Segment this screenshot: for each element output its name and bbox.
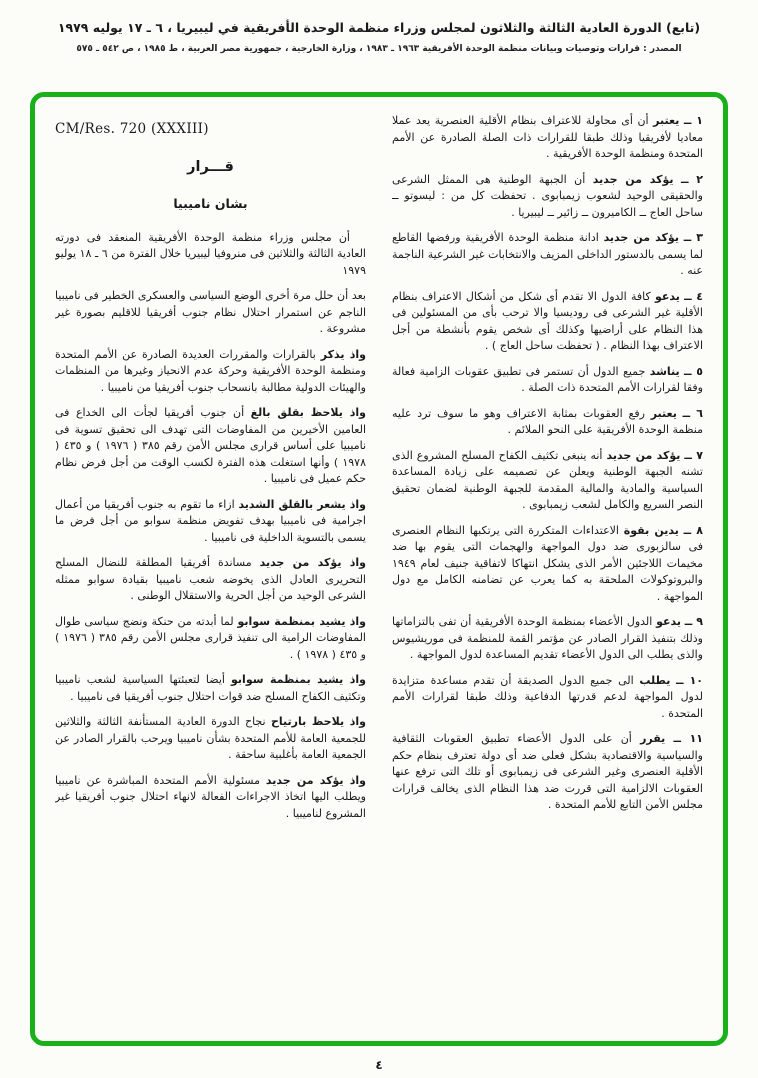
resolution-paragraph — [55, 555, 366, 605]
item-lead: يناشد — [649, 364, 680, 378]
paragraph-text: مسئولية الأمم المتحدة المباشرة عن ناميبيا ويطلب اليها اتخاذ الاجراءات الفعالة لانهاء احتلال جنوب أفريقيا غير المشروع لناميبيا . — [55, 773, 366, 820]
paragraph-text: لما أبدته من حنكة ونضج سياسى طوال المفاوضات الرامية الى تنفيذ قرارى مجلس الأمن رقم ٣٨٥ ( ١٩٧٦ ) و ٤٣٥ ( ١٩٧٨ ) . — [55, 614, 366, 661]
item-number: ٥ ــ — [684, 364, 703, 378]
item-text: كافة الدول الا تقدم أى شكل من أشكال الاعتراف بنظام الأقلية غير الشرعى فى روديسيا والا ترحب بأى من المسئولين فى هذا النظام على أراضيها وكذلك أى شخص يقوم بأنشطة من أجل الاعتراف بهذا النظام . ( تحفظت ساحل العاج ) . — [392, 289, 703, 352]
numbered-item — [392, 731, 703, 814]
two-column-layout — [55, 113, 703, 1029]
paragraph-lead: واذ يؤكد من جديد — [265, 773, 366, 787]
item-number: ٨ ــ — [683, 523, 703, 537]
paragraph-lead: واذ يشيد بمنظمة سوابو — [231, 673, 366, 687]
paragraph-lead: واذ يؤكد من جديد — [259, 556, 366, 570]
item-text: أن أى محاولة للاعتراف بنظام الأقلية العنصرية يعد عملا معاديا لأفريقيا وذلك طبقا للقرارات ذات الصلة الصادرة عن الأمم المتحدة ومنظمة الوحدة الأفريقية . — [392, 114, 703, 160]
item-lead: يدين بقوة — [623, 523, 679, 537]
paragraph-text: مساندة أفريقيا المطلقة للنضال المسلح التحريرى العادل الذى يخوضه شعب ناميبيا بقيادة سوابو ممثله الشرعى الوحيد من أجل الحرية والاستقلال الوطنى . — [55, 556, 366, 603]
paragraph-lead: واذ يلاحظ بقلق بالغ — [250, 406, 366, 420]
item-number: ١٠ ــ — [676, 673, 703, 687]
numbered-item — [392, 364, 703, 397]
item-number: ١١ ــ — [673, 732, 703, 745]
item-lead: يعتبر — [650, 406, 677, 420]
header-session-title: (تابع) الدورة العادية الثالثة والثلاثون لمجلس وزراء منظمة الوحدة الأفريقية في ليبيريا ، ٦ ـ ١٧ يوليه ١٩٧٩ — [57, 20, 701, 35]
numbered-item — [392, 406, 703, 439]
numbered-item — [392, 289, 703, 355]
item-text: رفع العقوبات بمثابة الاعتراف وهو ما سوف ترد عليه منظمة الوحدة الأفريقية على النحو الملائم . — [392, 406, 703, 436]
item-number: ١ ــ — [683, 114, 703, 127]
item-number: ٢ ــ — [681, 172, 703, 186]
item-lead: يؤكد من جديد — [603, 231, 679, 244]
numbered-item — [392, 230, 703, 280]
numbered-item — [392, 523, 703, 606]
paragraph-text: أيضا لتعبئتها السياسية لشعب ناميبيا وتكثيف الكفاح المسلح ضد قوات احتلال جنوب أفريقيا فى ناميبيا . — [55, 673, 366, 703]
page-header — [0, 0, 758, 54]
item-lead: يقرر — [640, 732, 666, 745]
numbered-item — [392, 673, 703, 723]
paragraph-text: نجاح الدورة العادية المستأنفة الثالثة والثلاثين للجمعية العامة للأمم المتحدة بشأن ناميبيا ويرحب بالقرار الصادر عن الجمعية العامة بأغلبية ساحقة . — [55, 715, 366, 762]
paragraph-text: أن مجلس وزراء منظمة الوحدة الأفريقية المنعقد فى دورته العادية الثالثة والثلاثين فى منروفيا ليبيريا خلال الفترة من ٦ ـ ١٨ يوليو ١٩٧٩ — [55, 230, 366, 277]
item-text: أن الجبهة الوطنية هى الممثل الشرعى والحقيقى الوحيد لشعوب زيمبابوى . تحفظت كل من : ليسوتو ــ ساحل العاج ــ الكاميرون ــ زائير ــ ليبيريا . — [392, 172, 703, 219]
item-lead: يدعو — [654, 289, 680, 303]
item-number: ٣ ــ — [683, 231, 703, 244]
resolution-paragraph — [55, 347, 366, 397]
page-number: ٤ — [375, 1058, 383, 1072]
paragraph-lead: واذ يشيد بمنظمة سوابو — [237, 614, 366, 628]
paragraph-lead: واذ يذكر — [320, 347, 366, 361]
resolution-paragraph — [55, 230, 366, 280]
numbered-item — [392, 614, 703, 664]
item-text: الى جميع الدول الصديقة أن تقدم مساعدة متزايدة لدول المواجهة لدعم قدرتها الدفاعية وذلك طبقا لقرارات الأمم المتحدة . — [392, 673, 703, 720]
item-text: أنه ينبغى تكثيف الكفاح المسلح المشروع الذى تشنه الجبهة الوطنية ويعلن عن تصميمه على زيادة المساعدة السياسية والمادية والمالية المقدمة للجبهة الوطنية لضمان تحقيق النصر السريع والكامل لشعب زيمبابوى . — [392, 448, 703, 511]
resolution-paragraph — [55, 288, 366, 338]
paragraph-text: أن جنوب أفريقيا لجأت الى الخداع فى العامين الأخيرين من المفاوضات التى تهدف الى تحقيق تسوية فى ناميبيا على أساس قرارى مجلس الأمن رقم ٣٨٥ ( ١٩٧٦ ) و ٤٣٥ ( ١٩٧٨ ) وأنها استغلت هذه الفترة لكسب الوقت من أجل فرض نظام حكم عميل فى ناميبيا . — [55, 406, 366, 486]
item-text: ادانة منظمة الوحدة الأفريقية ورفضها القاطع لما يسمى بالدستور الداخلى المزيف والانتخابات غير الشرعية الناجمة عنه . — [392, 231, 703, 277]
resolution-subtitle: بشان ناميبيا — [173, 196, 248, 211]
item-text: أن على الدول الأعضاء تطبيق العقوبات الثقافية والسياسية والاقتصادية بشكل فعلى ضد أى دولة تعترف بنظام حكم الأقلية العنصرى وغير الشرعى فى زيمبابوى أو تلك التى ترفع عنها العقوبات الالزامية التى قررت ضد هذا النظام الذى يخالف قرارات مجلس الأمن التابع للأمم المتحدة . — [392, 732, 703, 811]
item-text: جميع الدول أن تستمر فى تطبيق عقوبات الزامية فعالة وفقا لقرارات الأمم المتحدة ذات الصلة . — [392, 364, 703, 394]
paragraph-lead: واذ يلاحظ بارتياح — [270, 715, 366, 729]
resolution-paragraph — [55, 672, 366, 705]
green-content-frame — [30, 92, 728, 1046]
item-lead: يؤكد من جديد — [592, 172, 674, 186]
item-number: ٩ ــ — [684, 615, 703, 628]
numbered-item — [392, 113, 703, 163]
resolution-paragraph — [55, 614, 366, 664]
item-number: ٧ ــ — [684, 448, 703, 462]
item-lead: يطلب — [639, 673, 671, 687]
numbered-item — [392, 172, 703, 222]
resolution-paragraph — [55, 405, 366, 488]
left-column-resolution — [55, 113, 366, 1029]
item-lead: يؤكد من جديد — [606, 448, 681, 462]
item-text: الاعتداءات المتكررة التى يرتكبها النظام العنصرى فى سالزبورى ضد دول المواجهة والهجمات التى يقوم بها ضد مخيمات اللاجئين الأمر الذى يشكل انتهاكا لاتفاقية جنيف لعام ١٩٤٩ والبروتوكولات الملحقة به كما يعرب عن تضامنه الكامل مع دول المواجهة . — [392, 523, 703, 603]
paragraph-lead: واذ يشعر بالقلق الشديد — [238, 497, 366, 511]
header-source-note: المصدر : قرارات وتوصيات وبيانات منظمة الوحدة الأفريقية ١٩٦٣ ـ ١٩٨٣ ، وزارة الخارجية ، جمهورية مصر العربية ، ط ١٩٨٥ ، ص ٥٤٢ ـ ٥٧٥ — [76, 44, 682, 54]
item-lead: يدعو — [656, 615, 681, 628]
item-number: ٤ ــ — [684, 289, 703, 303]
paragraph-text: بالقرارات والمقررات العديدة الصادرة عن الأمم المتحدة ومنظمة الوحدة الأفريقية وحركة عدم الانحياز وغيرها من المنظمات والهيئات الدولية مطالبة بانسحاب جنوب أفريقيا من ناميبيا . — [55, 347, 366, 394]
resolution-number: CM/Res. 720 (XXXIII) — [55, 121, 209, 137]
right-column-numbered-items — [392, 113, 703, 1029]
resolution-paragraph — [55, 714, 366, 764]
resolution-title: قـــرار — [187, 159, 234, 176]
numbered-item — [392, 448, 703, 514]
item-number: ٦ ــ — [682, 406, 703, 420]
item-lead: يعتبر — [653, 114, 680, 127]
resolution-paragraph — [55, 497, 366, 547]
paragraph-text: بعد أن حلل مرة أخرى الوضع السياسى والعسكرى الخطير فى ناميبيا الناجم عن استمرار احتلال نظام جنوب أفريقيا للاقليم بصورة غير مشروعة . — [55, 289, 366, 336]
item-text: الدول الأعضاء بمنظمة الوحدة الأفريقية أن تفى بالتزاماتها وذلك بتنفيذ القرار الصادر عن مؤتمر القمة للمنظمة فى موريشيوس والذى يطلب الى الدول الأعضاء تقديم المساعدة لدول المواجهة . — [392, 615, 703, 661]
resolution-paragraph — [55, 773, 366, 823]
paragraph-text: ازاء ما تقوم به جنوب أفريقيا من أعمال اجرامية فى ناميبيا بهدف تفويض منظمة سوابو من أجل فرض ما يسمى بالتسوية الداخلية فى ناميبيا . — [55, 497, 366, 544]
